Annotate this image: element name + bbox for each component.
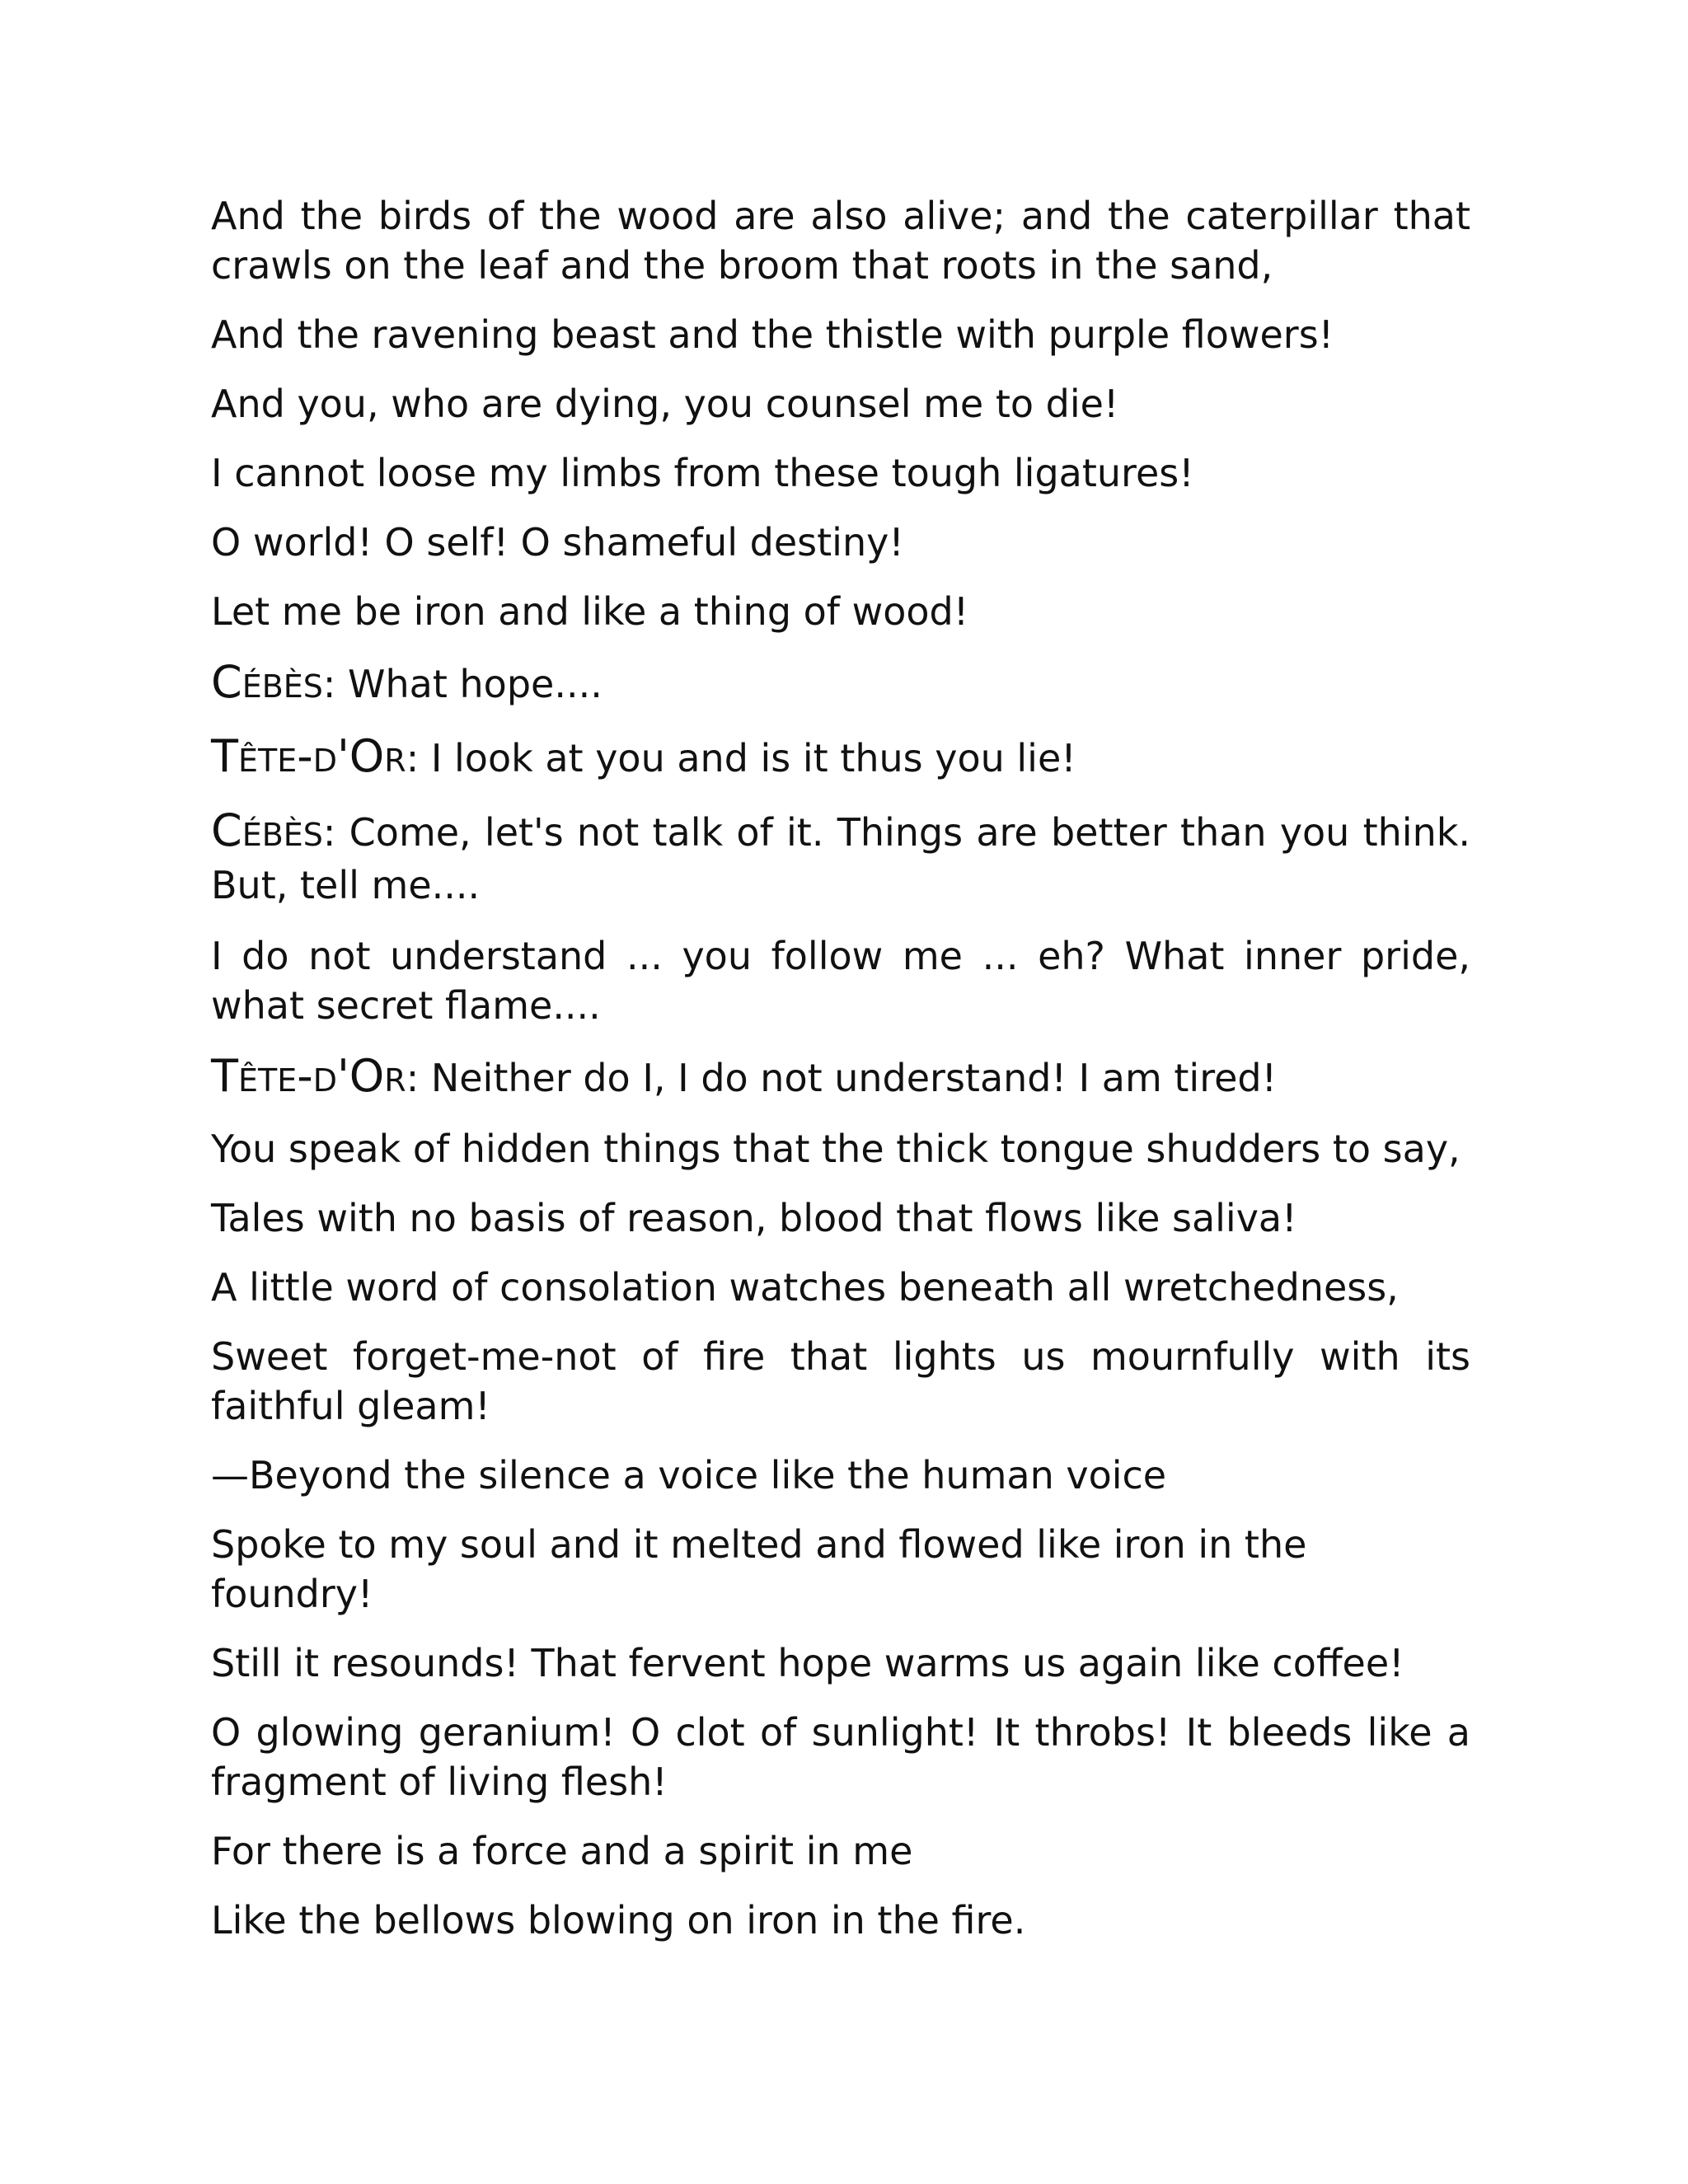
speech-tete-dor-1 [211,730,1470,785]
speech-text: : Come, let's not talk of it. Things are better than you think. But, tell me.... [211,810,1470,907]
paragraph-4: I cannot loose my limbs from these tough ligatures! [211,451,1194,495]
speaker-name: Cébès [211,656,323,708]
paragraph-13: Tales with no basis of reason, blood that flows like saliva! [211,1196,1297,1240]
speech-text: : Neither do I, I do not understand! I am tired! [406,1056,1278,1100]
speech-cebes-2 [211,804,1470,912]
paragraph-15: Sweet forget-me-not of fire that lights us mournfully with its faithful gleam! [211,1334,1470,1428]
speech-text: : What hope.... [322,662,603,706]
paragraph-3: And you, who are dying, you counsel me to die! [211,382,1119,426]
paragraph-16: —Beyond the silence a voice like the human voice [211,1453,1167,1497]
document-page [211,191,1470,1965]
paragraph-20: For there is a force and a spirit in me [211,1829,913,1873]
paragraph-18: Still it resounds! That fervent hope warms us again like coffee! [211,1641,1404,1685]
paragraph-10: I do not understand ... you follow me ... eh? What inner pride, what secret flame.... [211,934,1470,1028]
speaker-name: Tête-d'Or [211,730,406,782]
paragraph-17: Spoke to my soul and it melted and flowed like iron in the foundry! [211,1522,1307,1616]
paragraph-1: And the birds of the wood are also alive; and the caterpillar that crawls on the leaf and the broom that roots in the sand, [211,194,1470,288]
speaker-name: Cébès [211,804,323,856]
paragraph-5: O world! O self! O shameful destiny! [211,520,904,565]
paragraph-19: O glowing geranium! O clot of sunlight! It throbs! It bleeds like a fragment of living flesh! [211,1710,1470,1804]
speaker-name: Tête-d'Or [211,1050,406,1102]
speech-cebes-1 [211,656,1470,710]
paragraph-2: And the ravening beast and the thistle with purple flowers! [211,312,1334,357]
paragraph-21: Like the bellows blowing on iron in the fire. [211,1898,1026,1943]
speech-tete-dor-2 [211,1050,1470,1104]
paragraph-12: You speak of hidden things that the thick tongue shudders to say, [211,1127,1461,1171]
speech-text: : I look at you and is it thus you lie! [406,736,1076,780]
paragraph-14: A little word of consolation watches beneath all wretchedness, [211,1265,1399,1310]
paragraph-6: Let me be iron and like a thing of wood! [211,589,969,634]
